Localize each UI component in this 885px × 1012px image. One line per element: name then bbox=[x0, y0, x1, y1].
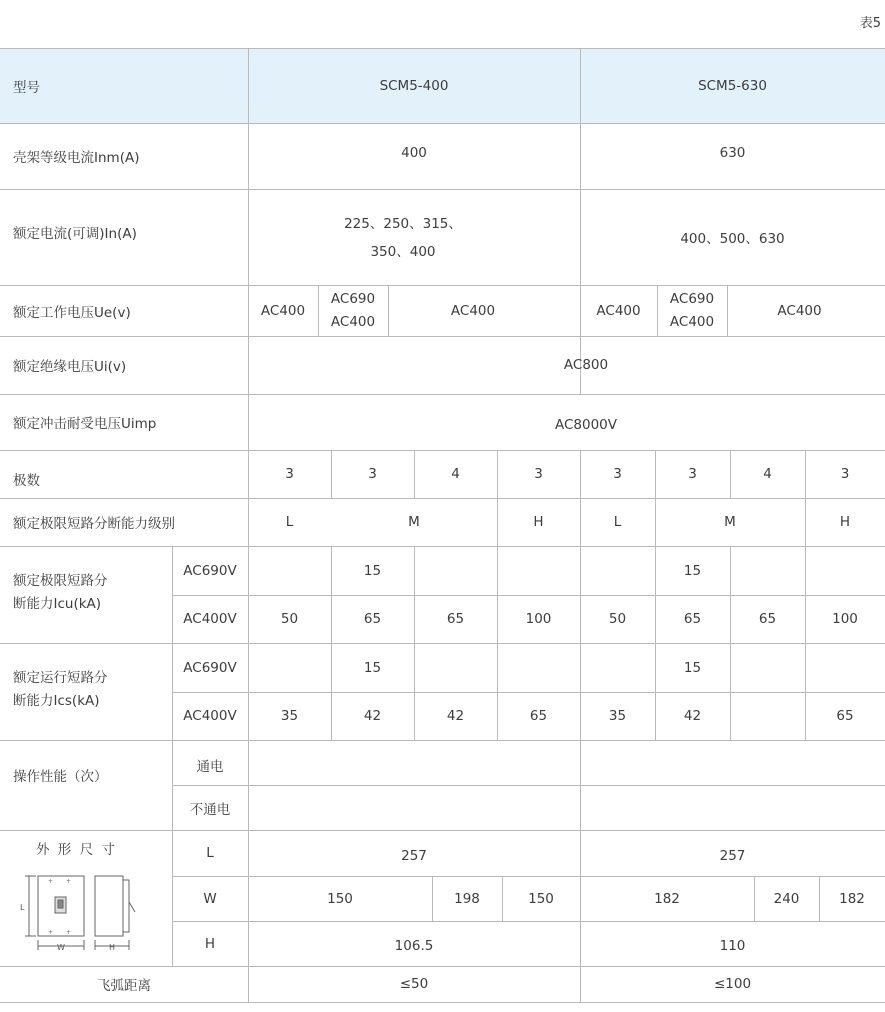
dimensions-w-value: 150 bbox=[528, 890, 554, 907]
work-voltage-e bbox=[657, 285, 727, 336]
icu-ac400v-value: 100 bbox=[832, 611, 858, 627]
ics-label bbox=[13, 667, 108, 713]
poles-value: 4 bbox=[451, 466, 460, 482]
rated-current-values-400 bbox=[248, 210, 558, 266]
dimensions-w-value: 150 bbox=[327, 890, 353, 907]
rated-current-label: 额定电流(可调)In(A) bbox=[13, 226, 137, 242]
dimensions-w-value: 182 bbox=[654, 890, 680, 907]
dimensions-l-value: 257 bbox=[401, 848, 427, 864]
work-voltage-b-line2: AC400 bbox=[330, 313, 376, 330]
work-voltage-a: AC400 bbox=[260, 302, 306, 319]
ics-ac400v-value: 65 bbox=[529, 708, 548, 724]
icu-ac400v-value: 65 bbox=[446, 611, 465, 627]
work-voltage-b bbox=[318, 285, 388, 336]
poles-value: 3 bbox=[688, 466, 697, 482]
ics-ac690v-value: 15 bbox=[363, 659, 382, 676]
dimensions-sub-w: W bbox=[203, 890, 217, 907]
work-voltage-b-line1: AC690 bbox=[330, 290, 376, 307]
header-model-label: 型号 bbox=[13, 79, 40, 96]
rated-current-line1: 225、250、315、 bbox=[344, 216, 462, 232]
poles-label: 极数 bbox=[13, 473, 40, 489]
poles-value: 3 bbox=[285, 466, 294, 482]
ics-sub-ac400v: AC400V bbox=[183, 708, 237, 724]
ics-ac690v-value: 15 bbox=[683, 659, 702, 676]
work-voltage-c: AC400 bbox=[450, 302, 496, 319]
breaker-dimension-diagram bbox=[14, 866, 154, 956]
icu-ac400v-value: 50 bbox=[280, 611, 299, 627]
poles-value: 3 bbox=[534, 466, 543, 482]
diagram-l-label: L bbox=[20, 903, 25, 912]
icu-label bbox=[13, 570, 108, 616]
insulation-voltage-value: AC800 bbox=[563, 357, 609, 373]
arc-distance-value-400: ≤50 bbox=[399, 976, 429, 992]
ics-label-line2: 断能力Ics(kA) bbox=[13, 693, 100, 709]
dimensions-h-value: 106.5 bbox=[394, 938, 434, 954]
dimensions-w-value: 198 bbox=[454, 890, 480, 907]
table-label: 表5 bbox=[859, 16, 881, 31]
operation-label: 操作性能（次） bbox=[13, 769, 108, 785]
icu-ac690v-value: 15 bbox=[363, 562, 382, 579]
icu-ac400v-value: 50 bbox=[608, 611, 627, 627]
icu-ac400v-value: 65 bbox=[758, 611, 777, 627]
ics-label-line1: 额定运行短路分 bbox=[13, 670, 108, 686]
dimensions-w-value: 182 bbox=[839, 890, 865, 907]
icu-ac400v-value: 100 bbox=[525, 611, 552, 627]
icu-ac400v-value: 65 bbox=[363, 611, 382, 627]
breaking-level-h: H bbox=[533, 514, 544, 530]
dimensions-sub-h: H bbox=[204, 935, 216, 952]
ics-ac400v-value: 65 bbox=[836, 708, 854, 724]
dimensions-l-value: 257 bbox=[719, 848, 746, 864]
icu-label-line2: 断能力Icu(kA) bbox=[13, 596, 102, 612]
icu-sub-ac400v: AC400V bbox=[183, 611, 237, 627]
breaking-level-m: M bbox=[724, 514, 736, 530]
icu-sub-ac690v: AC690V bbox=[183, 562, 237, 579]
dimensions-sub-l: L bbox=[206, 845, 214, 861]
ics-ac400v-value: 42 bbox=[446, 708, 465, 724]
breaking-level-h: H bbox=[839, 514, 851, 530]
header-scm5-630: SCM5-630 bbox=[698, 77, 767, 94]
frame-current-value-400: 400 bbox=[401, 145, 427, 161]
svg-text:+: + bbox=[66, 929, 72, 936]
breaking-level-l: L bbox=[613, 514, 622, 530]
svg-text:+: + bbox=[66, 878, 72, 885]
operation-sub-de-energized: 不通电 bbox=[189, 801, 231, 818]
poles-value: 3 bbox=[613, 466, 622, 482]
diagram-h-label: H bbox=[109, 943, 116, 952]
dimensions-w-value: 240 bbox=[773, 890, 800, 907]
ics-sub-ac690v: AC690V bbox=[183, 659, 237, 676]
diagram-w-label: W bbox=[57, 943, 65, 952]
work-voltage-e-line1: AC690 bbox=[669, 290, 715, 307]
arc-distance-label: 飞弧距离 bbox=[97, 978, 151, 994]
work-voltage-label: 额定工作电压Ue(v) bbox=[13, 304, 131, 321]
icu-ac400v-value: 65 bbox=[683, 611, 702, 627]
breaking-level-m: M bbox=[408, 514, 420, 530]
arc-distance-value-630: ≤100 bbox=[713, 976, 752, 992]
work-voltage-f: AC400 bbox=[777, 302, 822, 319]
work-voltage-d: AC400 bbox=[596, 302, 641, 319]
icu-label-line1: 额定极限短路分 bbox=[13, 573, 108, 589]
breaking-level-label: 额定极限短路分断能力级别 bbox=[13, 516, 175, 532]
svg-text:+: + bbox=[48, 878, 54, 885]
icu-ac690v-value: 15 bbox=[683, 562, 702, 579]
breaking-level-l: L bbox=[285, 514, 294, 530]
dimensions-label: 外 形 尺 寸 bbox=[36, 842, 117, 858]
insulation-voltage-label: 额定绝缘电压Ui(v) bbox=[13, 359, 127, 375]
rated-current-line2: 350、400 bbox=[370, 244, 436, 260]
header-scm5-400: SCM5-400 bbox=[379, 77, 449, 94]
poles-value: 4 bbox=[763, 466, 772, 482]
work-voltage-e-line2: AC400 bbox=[669, 313, 715, 330]
frame-current-value-630: 630 bbox=[719, 145, 746, 161]
svg-text:+: + bbox=[48, 929, 54, 936]
impulse-voltage-label: 额定冲击耐受电压Uimp bbox=[13, 416, 157, 432]
ics-ac400v-value: 42 bbox=[683, 708, 702, 724]
ics-ac400v-value: 35 bbox=[280, 708, 299, 724]
impulse-voltage-value: AC8000V bbox=[554, 417, 617, 433]
dimensions-h-value: 110 bbox=[719, 938, 746, 954]
ics-ac400v-value: 35 bbox=[608, 708, 627, 724]
poles-value: 3 bbox=[840, 466, 850, 482]
rated-current-values-630: 400、500、630 bbox=[680, 231, 785, 247]
operation-sub-energized: 通电 bbox=[196, 759, 224, 775]
poles-value: 3 bbox=[368, 466, 377, 482]
frame-current-label: 壳架等级电流Inm(A) bbox=[13, 150, 140, 166]
ics-ac400v-value: 42 bbox=[363, 708, 382, 724]
